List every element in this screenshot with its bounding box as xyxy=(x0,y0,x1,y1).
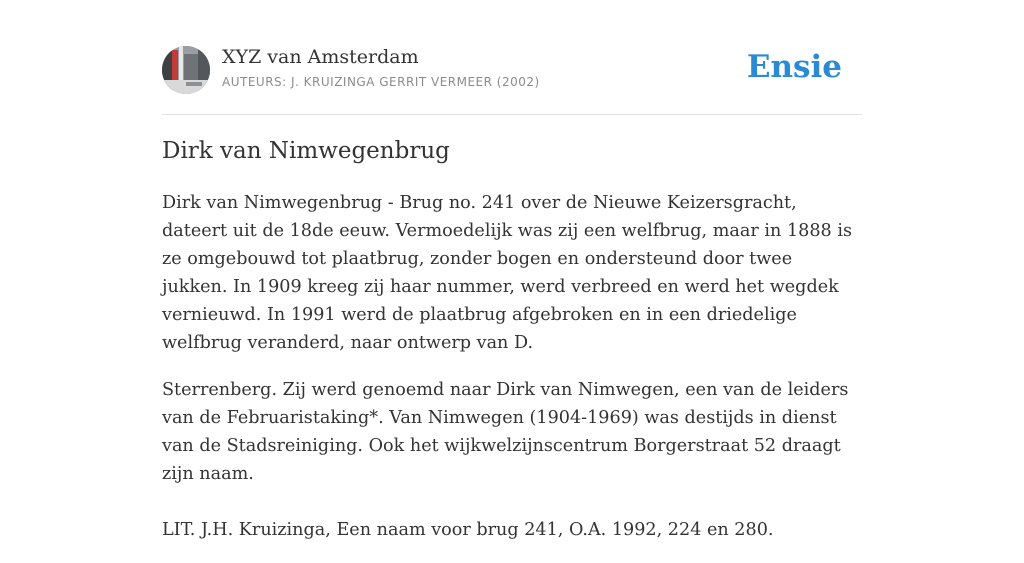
ensie-logo[interactable]: Ensie xyxy=(746,49,842,85)
article-paragraph: Sterrenberg. Zij werd genoemd naar Dirk van Nimwegen, een van de leiders van de Februaristaking*. Van Nimwegen (1904-1969) was destijds in dienst van de Stadsreiniging. Ook het wijkwelzijnscentrum Borgerstraat 52 draagt zijn naam. xyxy=(162,380,849,484)
literature-reference: LIT. J.H. Kruizinga, Een naam voor brug 241, O.A. 1992, 224 en 280. xyxy=(162,520,774,540)
book-header xyxy=(162,0,862,115)
page-container xyxy=(162,0,862,540)
book-title[interactable]: XYZ van Amsterdam xyxy=(222,46,419,68)
article-body xyxy=(162,189,862,563)
article-title: Dirk van Nimwegenbrug xyxy=(162,138,450,164)
book-cover-avatar[interactable] xyxy=(162,46,210,94)
book-authors: AUTEURS: J. KRUIZINGA GERRIT VERMEER (2002) xyxy=(222,75,540,89)
article-paragraph: Dirk van Nimwegenbrug - Brug no. 241 over de Nieuwe Keizersgracht, dateert uit de 18de eeuw. Vermoedelijk was zij een welfbrug, maar in 1888 is ze omgebouwd tot plaatbrug, zonder bogen en ondersteund door twee jukken. In 1909 kreeg zij haar nummer, werd verbreed en werd het wegdek vernieuwd. In 1991 werd de plaatbrug afgebroken en in een driedelige welfbrug veranderd, naar ontwerp van D. xyxy=(162,193,852,353)
book-cover-image xyxy=(162,46,210,94)
